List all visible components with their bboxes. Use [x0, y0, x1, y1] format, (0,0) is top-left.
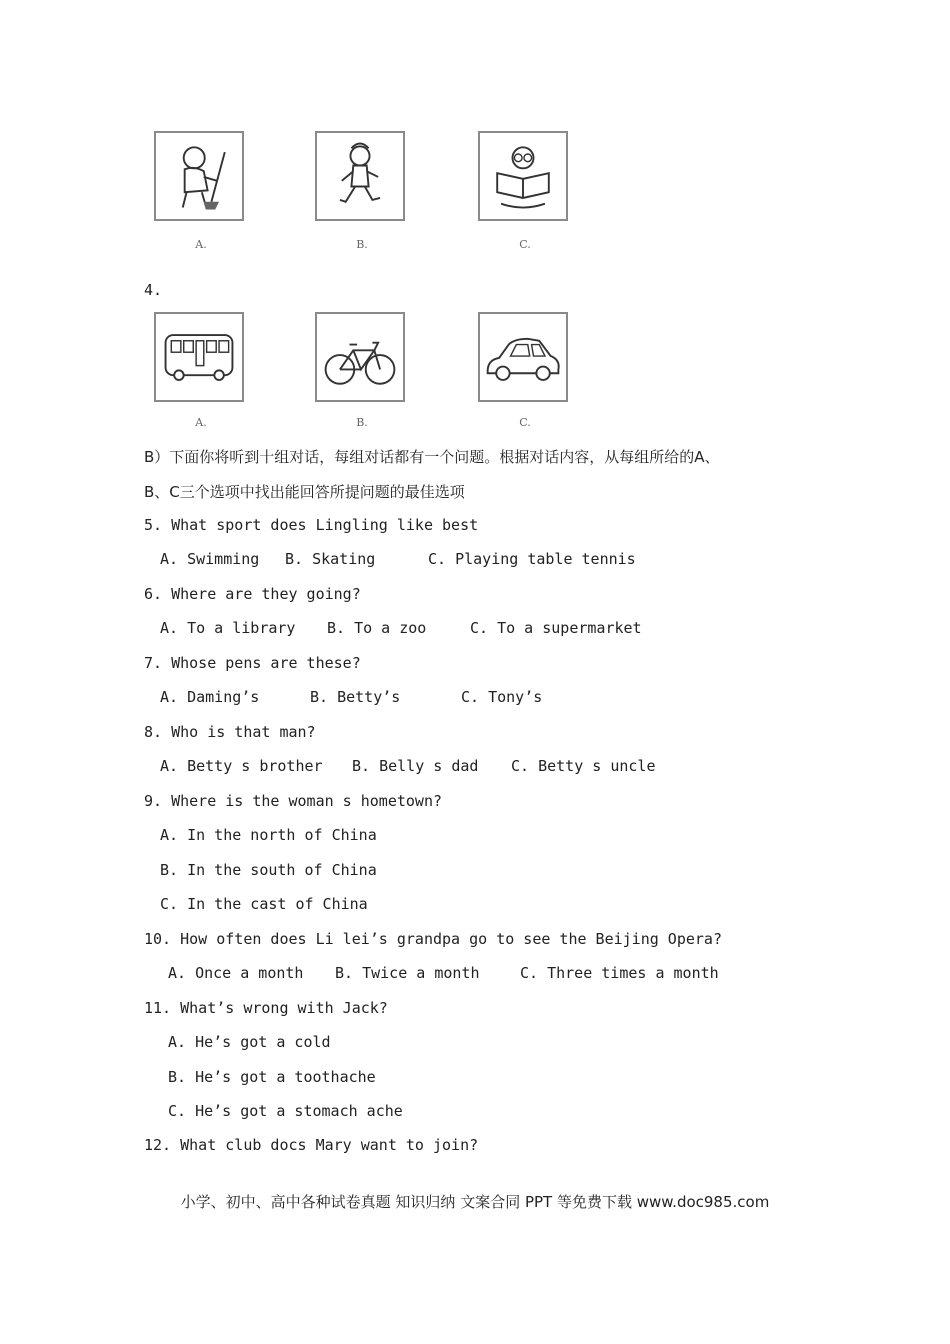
section-b-instruction-line2: B、C三个选项中找出能回答所提问题的最佳选项: [144, 483, 465, 501]
question-7: 7. Whose pens are these?: [144, 654, 361, 672]
q6-option-b: B. To a zoo: [327, 619, 427, 637]
q9-option-b: B. In the south of China: [160, 861, 377, 879]
q11-option-c: C. He’s got a stomach ache: [168, 1102, 403, 1120]
q6-option-a: A. To a library: [160, 619, 296, 637]
q7-option-b: B. Betty’s: [310, 688, 401, 706]
q4-option-a-label: A.: [195, 416, 207, 429]
q7-option-a: A. Daming’s: [160, 688, 260, 706]
question-11: 11. What’s wrong with Jack?: [144, 999, 388, 1017]
q4-option-c-label: C.: [519, 416, 531, 429]
question-10: 10. How often does Li lei’s grandpa go to see the Beijing Opera?: [144, 930, 722, 948]
q5-option-b: B. Skating: [285, 550, 376, 568]
q3-option-b-label: B.: [356, 238, 368, 251]
bus-icon: [154, 312, 244, 402]
q4-option-b-label: B.: [356, 416, 368, 429]
q3-option-c-label: C.: [519, 238, 531, 251]
q10-option-c: C. Three times a month: [520, 964, 719, 982]
q7-option-c: C. Tony’s: [461, 688, 543, 706]
q8-option-c: C. Betty s uncle: [511, 757, 656, 775]
running-boy-icon: [315, 131, 405, 221]
q11-option-b: B. He’s got a toothache: [168, 1068, 376, 1086]
q10-option-a: A. Once a month: [168, 964, 304, 982]
q5-option-c: C. Playing table tennis: [428, 550, 636, 568]
question-9: 9. Where is the woman s hometown?: [144, 792, 443, 810]
q11-option-a: A. He’s got a cold: [168, 1033, 331, 1051]
bicycle-icon: [315, 312, 405, 402]
q8-option-b: B. Belly s dad: [352, 757, 479, 775]
car-icon: [478, 312, 568, 402]
question-4-number: 4.: [144, 281, 163, 299]
reading-boy-icon: [478, 131, 568, 221]
q10-option-b: B. Twice a month: [335, 964, 480, 982]
q6-option-c: C. To a supermarket: [470, 619, 642, 637]
question-12: 12. What club docs Mary want to join?: [144, 1136, 479, 1154]
section-b-instruction-line1: B）下面你将听到十组对话，每组对话都有一个问题。根据对话内容，从每组所给的A、: [144, 448, 720, 466]
q9-option-c: C. In the cast of China: [160, 895, 368, 913]
page-footer: 小学、初中、高中各种试卷真题 知识归纳 文案合同 PPT 等免费下载 www.doc985.com: [180, 1193, 770, 1211]
question-5: 5. What sport does Lingling like best: [144, 516, 479, 534]
q9-option-a: A. In the north of China: [160, 826, 377, 844]
q8-option-a: A. Betty s brother: [160, 757, 323, 775]
sweeping-person-icon: [154, 131, 244, 221]
q3-option-a-label: A.: [195, 238, 207, 251]
question-6: 6. Where are they going?: [144, 585, 361, 603]
q5-option-a: A. Swimming: [160, 550, 260, 568]
question-8: 8. Who is that man?: [144, 723, 316, 741]
